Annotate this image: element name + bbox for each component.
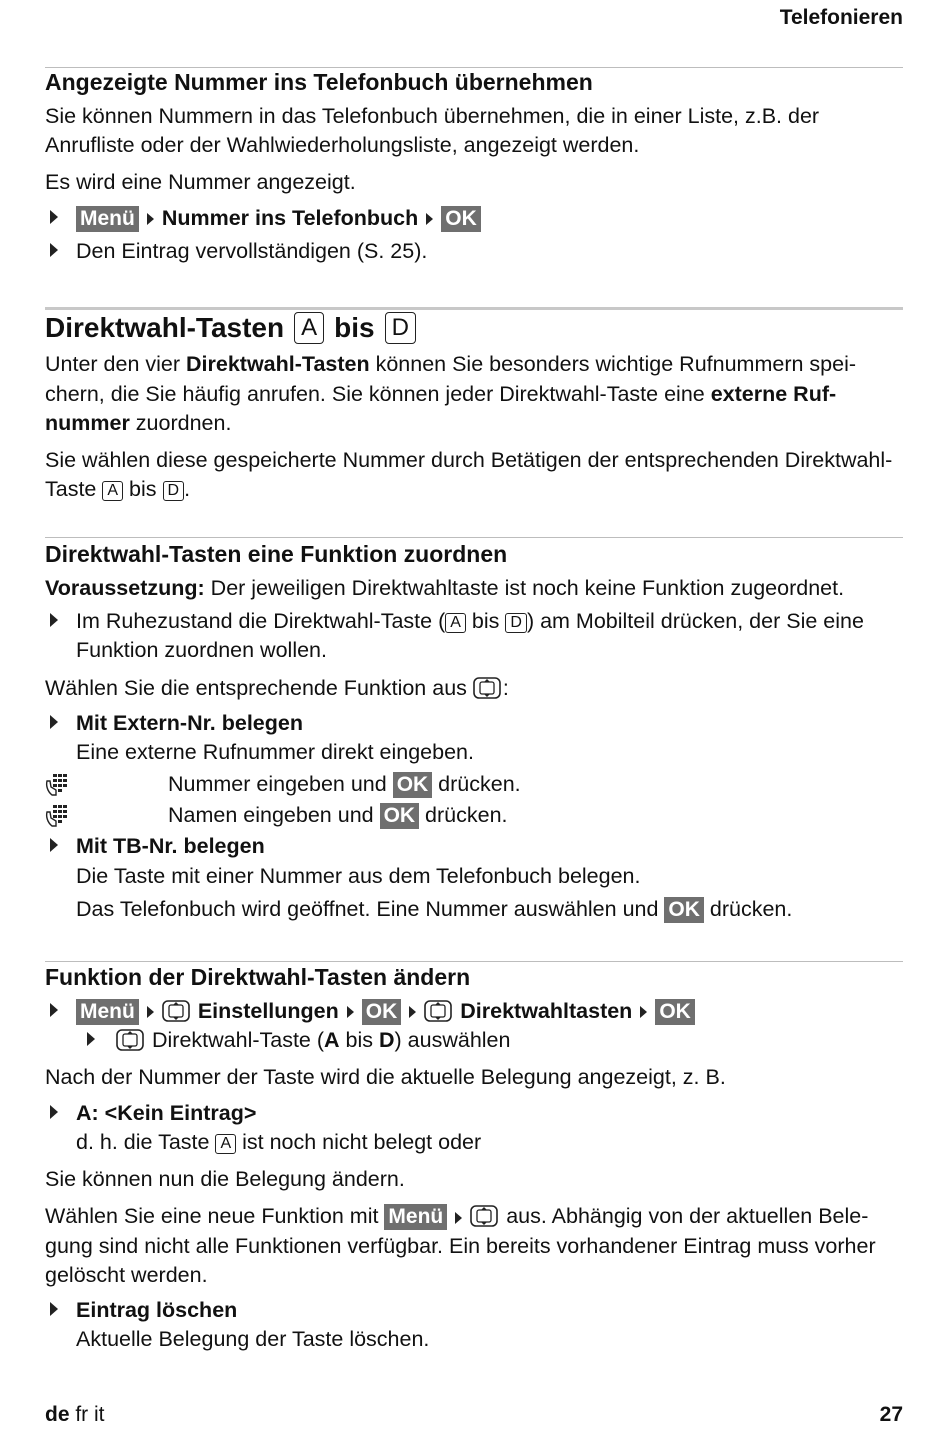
text: Nummer eingeben und: [168, 772, 393, 797]
option-description: Die Taste mit einer Nummer aus dem Telefonbuch belegen.: [76, 863, 641, 888]
paragraph: [45, 674, 903, 703]
section-add-number: [45, 68, 903, 266]
next-arrow-icon: [347, 1006, 354, 1018]
key-a-icon: A: [445, 613, 466, 633]
step: [45, 997, 903, 1026]
key-d-icon: D: [385, 312, 416, 344]
paragraph: Sie können nun die Belegung ändern.: [45, 1167, 405, 1192]
ok-softkey: OK: [362, 999, 402, 1025]
next-arrow-icon: [409, 1006, 416, 1018]
sub-step: [45, 1026, 903, 1055]
text: können Sie besonders wichtige Rufnummern speichern, die Sie häufig anrufen. Sie können jeder Direktwahl-Taste eine: [45, 352, 857, 406]
menu-softkey: Menü: [76, 206, 139, 232]
navigation-key-icon: [424, 1000, 452, 1022]
bold-text: Direktwahl-Tasten: [186, 352, 370, 377]
paragraph: [45, 446, 903, 504]
key-d-icon: D: [505, 613, 527, 633]
step-arrow-icon: [50, 715, 58, 729]
text: Das Telefonbuch wird geöffnet. Eine Nummer auswählen und: [76, 896, 665, 921]
paragraph: [45, 574, 903, 603]
paragraph: Nach der Nummer der Taste wird die aktuelle Belegung angezeigt, z. B.: [45, 1065, 726, 1090]
key-a-icon: A: [215, 1134, 236, 1154]
text: drücken.: [432, 772, 521, 797]
step: [45, 204, 903, 233]
next-arrow-icon: [147, 1006, 154, 1018]
option-title: Mit TB-Nr. belegen: [76, 834, 265, 859]
option-description: Aktuelle Belegung der Taste löschen.: [76, 1327, 430, 1352]
text: d. h. die Taste: [76, 1129, 216, 1154]
text: Sie wählen diese gespeicherte Nummer durch Betätigen der entsprechenden Direktwahl-Taste: [45, 448, 893, 502]
chapter-title-text: Direktwahl-Tasten: [45, 312, 285, 343]
text: Wählen Sie die entsprechende Funktion aus: [45, 675, 473, 700]
text: Namen eingeben und: [168, 802, 380, 827]
text: aus. Abhängig von der aktuellen Belegung sind nicht alle Funktionen verfügbar. Ein bereits vorhandener Eintrag muss vorher gelöscht werden.: [45, 1204, 876, 1287]
paragraph: Es wird eine Nummer angezeigt.: [45, 170, 356, 195]
text: bis: [339, 1028, 379, 1053]
text: ) auswählen: [394, 1028, 511, 1053]
keypad-icon: [45, 773, 71, 797]
other-languages: fr it: [69, 1403, 105, 1426]
text: Wählen Sie eine neue Funktion mit: [45, 1204, 385, 1229]
menu-softkey: Menü: [76, 999, 139, 1025]
key-d-icon: D: [163, 481, 185, 501]
step-arrow-icon: [50, 1105, 58, 1119]
step-text: Den Eintrag vervollständigen (S. 25).: [76, 238, 428, 263]
section-divider: [45, 961, 903, 962]
bold-text: externe Rufnummer: [45, 381, 837, 435]
keypad-icon: [45, 804, 71, 828]
text: Unter den vier: [45, 352, 187, 377]
step-arrow-icon: [87, 1032, 95, 1046]
step-arrow-icon: [50, 1302, 58, 1316]
chapter-title-bis: bis: [334, 312, 375, 343]
text: drücken.: [703, 896, 793, 921]
step-arrow-icon: [50, 613, 58, 627]
text: Im Ruhezustand die Direktwahl-Taste (: [76, 609, 446, 634]
bold-text: Voraussetzung:: [45, 575, 205, 600]
option: [45, 1296, 903, 1354]
menu-item: Einstellungen: [197, 998, 339, 1023]
option: [45, 832, 903, 924]
navigation-key-icon: [116, 1029, 144, 1051]
text: ) am Mobilteil drücken, der Sie eine Funktion zuordnen wollen.: [76, 609, 864, 663]
section-assign-function: [45, 540, 903, 924]
ok-softkey: OK: [664, 897, 704, 923]
ok-softkey: OK: [655, 999, 695, 1025]
text: ist noch nicht belegt oder: [236, 1129, 482, 1154]
option: [45, 709, 903, 767]
language-indicator: [45, 1403, 105, 1427]
navigation-key-icon: [470, 1205, 498, 1227]
next-arrow-icon: [426, 213, 433, 225]
text: :: [502, 675, 509, 700]
text: Der jeweiligen Direktwahltaste ist noch keine Funktion zugeordnet.: [204, 575, 845, 600]
option-description: [76, 895, 903, 924]
next-arrow-icon: [455, 1212, 462, 1224]
section-title: Angezeigte Nummer ins Telefonbuch übernehmen: [45, 69, 593, 95]
option-title: Eintrag löschen: [76, 1298, 238, 1322]
menu-item: Nummer ins Telefonbuch: [161, 205, 419, 230]
paragraph: Sie können Nummern in das Telefonbuch übernehmen, die in einer Liste, z.B. der Anrufliste oder der Wahlwiederholungsliste, angezeigt werden.: [45, 103, 820, 158]
text: bis: [129, 477, 157, 502]
ok-softkey: OK: [393, 772, 433, 798]
keypad-step: [45, 769, 903, 800]
section-change-function: [45, 963, 903, 1354]
step: [45, 237, 903, 266]
step: [45, 607, 903, 665]
option-title: Mit Extern-Nr. belegen: [76, 710, 303, 735]
ok-softkey: OK: [441, 206, 481, 232]
section-title: Direktwahl-Tasten eine Funktion zuordnen: [45, 541, 508, 567]
next-arrow-icon: [640, 1006, 647, 1018]
ok-softkey: OK: [380, 803, 420, 829]
step-arrow-icon: [50, 1003, 58, 1017]
bold-text: A: [324, 1028, 340, 1053]
current-language: de: [45, 1403, 70, 1426]
entry-title: A: <Kein Eintrag>: [76, 1100, 257, 1125]
text: bis: [471, 609, 500, 634]
text: .: [184, 477, 191, 502]
option-description: Eine externe Rufnummer direkt eingeben.: [76, 740, 474, 765]
running-header: Telefonieren: [779, 6, 903, 29]
section-title: Funktion der Direktwahl-Tasten ändern: [45, 964, 471, 990]
text: Direktwahl-Taste (: [151, 1028, 325, 1053]
text: zuordnen.: [129, 410, 232, 435]
section-divider: [45, 537, 903, 538]
menu-item: Direktwahltasten: [460, 998, 633, 1023]
step-arrow-icon: [50, 838, 58, 852]
menu-softkey: Menü: [384, 1204, 447, 1230]
key-a-icon: A: [294, 312, 324, 344]
step-arrow-icon: [50, 243, 58, 257]
navigation-key-icon: [473, 677, 501, 699]
navigation-key-icon: [162, 1000, 190, 1022]
chapter-title: [45, 310, 903, 346]
next-arrow-icon: [147, 213, 154, 225]
key-a-icon: A: [102, 481, 123, 501]
text: drücken.: [419, 802, 508, 827]
entry: [45, 1099, 903, 1157]
bold-text: D: [379, 1028, 395, 1053]
paragraph: [45, 1202, 903, 1290]
paragraph: [45, 350, 903, 438]
step-arrow-icon: [50, 210, 58, 224]
page-number: 27: [879, 1403, 903, 1426]
section-direct-keys: [45, 310, 903, 505]
keypad-step: [45, 800, 903, 831]
